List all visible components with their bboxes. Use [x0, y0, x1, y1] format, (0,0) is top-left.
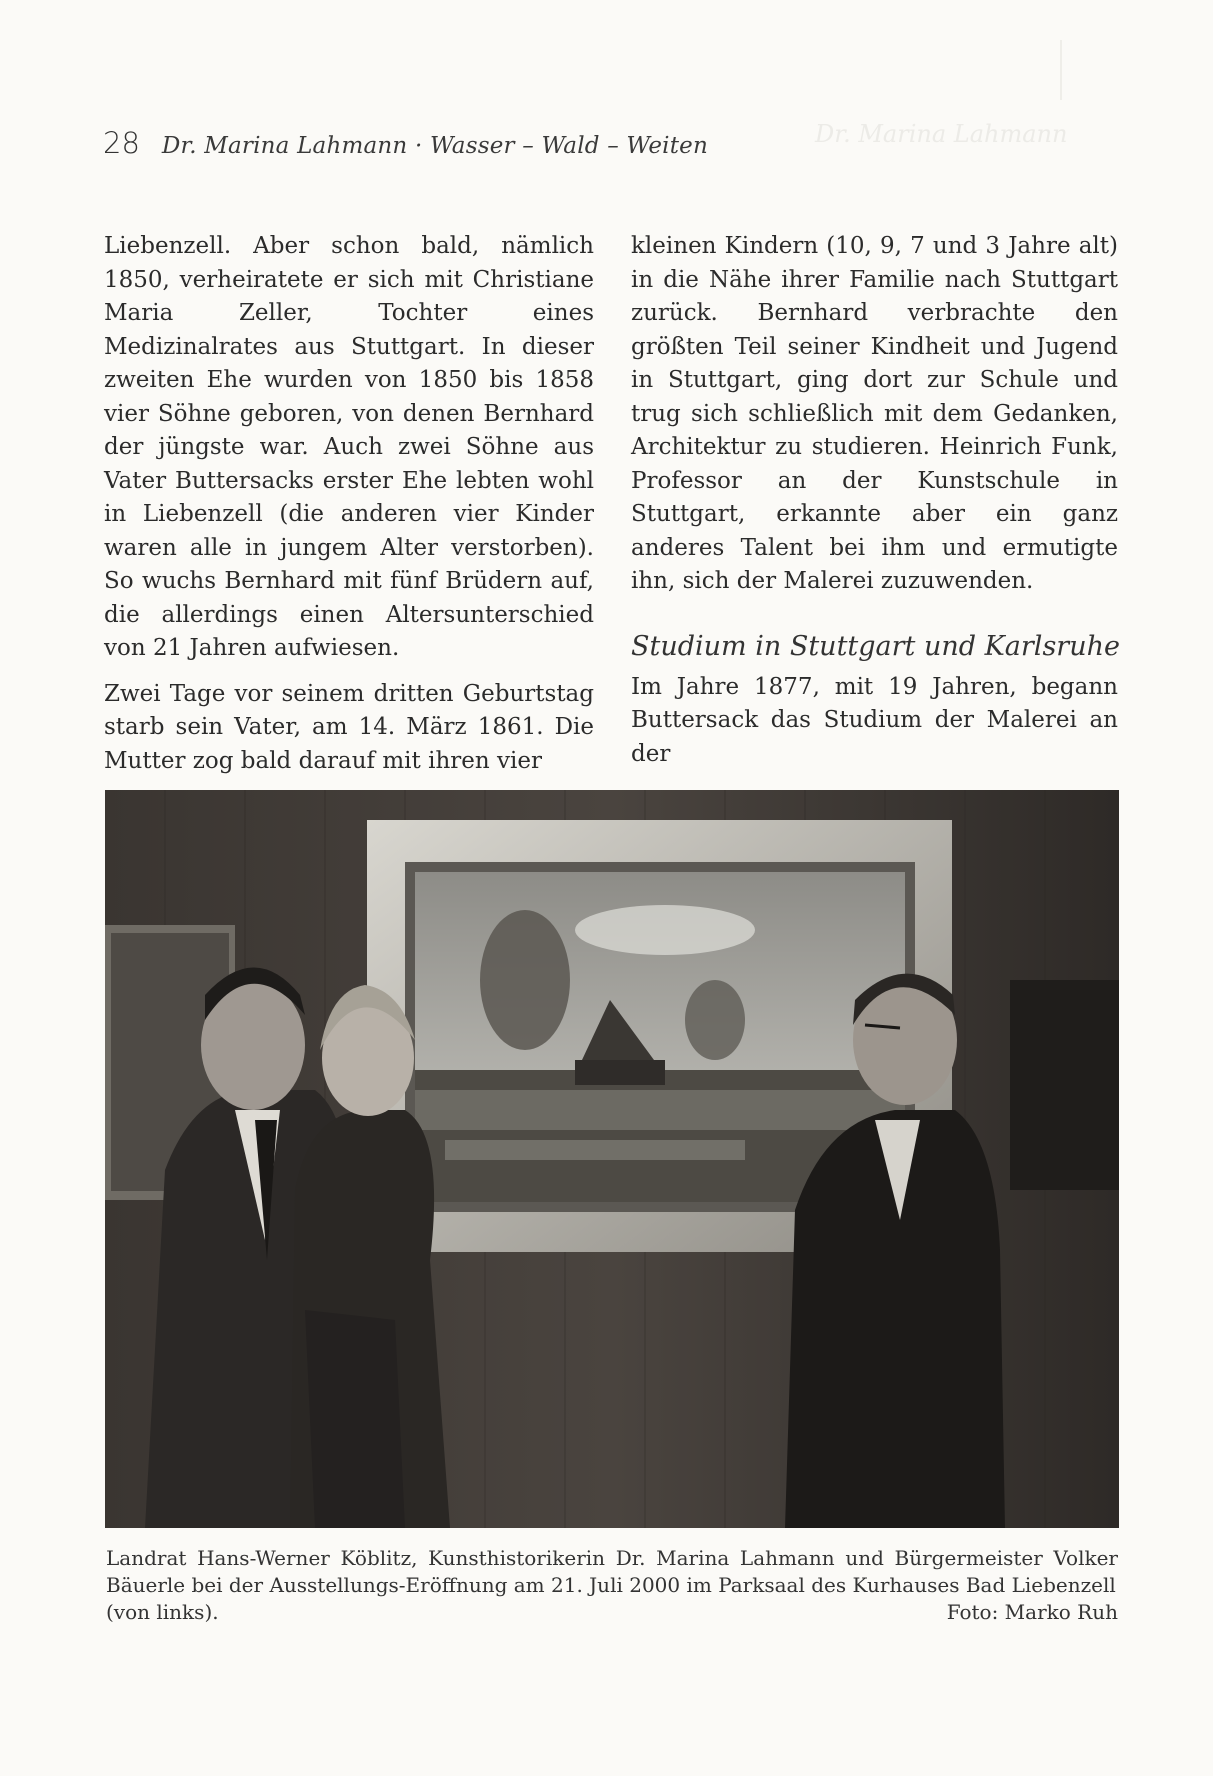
body-paragraph: kleinen Kindern (10, 9, 7 und 3 Jahre alt) in die Nähe ihrer Familie nach Stuttgart zurück. Bernhard verbrachte den größten Teil seiner Kindheit und Jugend in Stuttgart, ging dort zur Schule und trug sich schließlich mit dem Gedanken, Architektur zu studieren. Heinrich Funk, Professor an der Kunstschule in Stuttgart, erkannte aber ein ganz anderes Talent bei ihm und ermutigte ihn, sich der Malerei zuzuwenden. — [631, 233, 1118, 594]
right-column — [631, 230, 1118, 771]
running-title: Dr. Marina Lahmann · Wasser – Wald – Weiten — [161, 133, 709, 159]
body-paragraph: Im Jahre 1877, mit 19 Jahren, begann Buttersack das Studium der Malerei an der — [631, 673, 1118, 767]
caption-tail: (von links). — [106, 1600, 219, 1624]
body-paragraph: Zwei Tage vor seinem dritten Geburtstag starb sein Vater, am 14. März 1861. Die Mutter zog bald darauf mit ihren vier — [104, 680, 594, 774]
caption-text: Landrat Hans-Werner Köblitz, Kunsthistorikerin Dr. Marina Lahmann und Bürgermeister Volker Bäuerle bei der Ausstellungs-Eröffnung am 21. Juli 2000 im Parksaal des Kurhauses Bad Liebenzell — [106, 1546, 1118, 1597]
section-heading: Studium in Stuttgart und Karlsruhe — [631, 630, 1120, 662]
photo-credit: Foto: Marko Ruh — [946, 1600, 1118, 1624]
page-number: 28 — [103, 126, 140, 160]
body-paragraph: Liebenzell. Aber schon bald, nämlich 1850, verheiratete er sich mit Christiane Maria Zeller, Tochter eines Medizinalrates aus Stuttgart. In dieser zweiten Ehe wurden von 1850 bis 1858 vier Söhne geboren, von denen Bernhard der jüngste war. Auch zwei Söhne aus Vater Buttersacks erster Ehe lebten wohl in Liebenzell (die anderen vier Kinder waren alle in jungem Alter verstorben). So wuchs Bernhard mit fünf Brüdern auf, die allerdings einen Altersunterschied von 21 Jahren aufwiesen. — [104, 233, 594, 661]
running-header — [103, 126, 708, 160]
bleed-through-mark — [1060, 40, 1062, 100]
caption-credit-line — [106, 1599, 1118, 1626]
exhibition-photo-drawing — [105, 790, 1119, 1528]
bleed-through-text: Dr. Marina Lahmann — [815, 120, 1068, 148]
photo-caption — [106, 1545, 1118, 1626]
exhibition-photo — [105, 790, 1119, 1528]
left-column — [104, 230, 594, 778]
